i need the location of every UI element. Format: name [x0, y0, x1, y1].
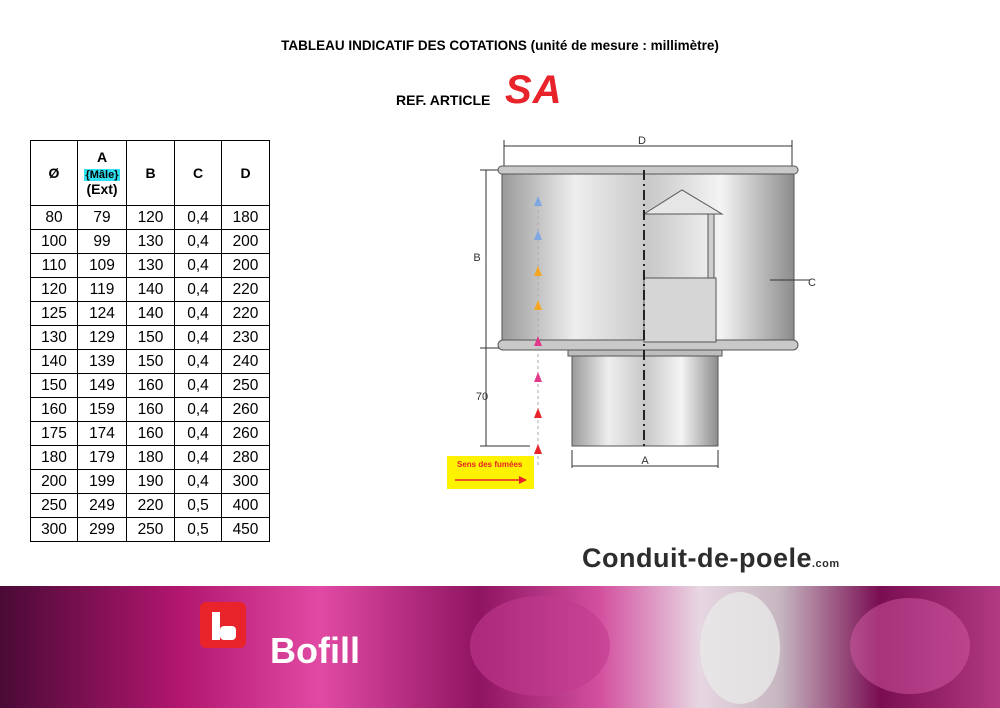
- cell-c: 0,4: [175, 422, 222, 446]
- cell-c: 0,5: [175, 494, 222, 518]
- table-row: [31, 374, 270, 398]
- table-row: [31, 494, 270, 518]
- cell-phi: 180: [31, 446, 78, 470]
- cell-a: 249: [78, 494, 127, 518]
- table-row: [31, 206, 270, 230]
- cell-a: 299: [78, 518, 127, 542]
- cell-a: 199: [78, 470, 127, 494]
- cell-a: 139: [78, 350, 127, 374]
- smoke-direction-text: Sens des fumées: [457, 460, 523, 469]
- cell-c: 0,5: [175, 518, 222, 542]
- ref-article-label: REF. ARTICLE: [396, 92, 491, 108]
- cell-a: 174: [78, 422, 127, 446]
- cell-d: 300: [222, 470, 270, 494]
- cell-b: 220: [127, 494, 175, 518]
- page-title: TABLEAU INDICATIF DES COTATIONS (unité de mesure : millimètre): [281, 38, 719, 53]
- cell-c: 0,4: [175, 278, 222, 302]
- cell-b: 160: [127, 422, 175, 446]
- cell-b: 160: [127, 374, 175, 398]
- cell-c: 0,4: [175, 350, 222, 374]
- dim-label-c: C: [808, 277, 816, 289]
- cell-a: 124: [78, 302, 127, 326]
- brand-banner: [0, 586, 1000, 708]
- cell-a: 129: [78, 326, 127, 350]
- dim-label-a: A: [641, 455, 649, 467]
- cell-a: 159: [78, 398, 127, 422]
- header-a-ext: (Ext): [86, 181, 118, 197]
- table-row: [31, 230, 270, 254]
- dimensions-table: [30, 140, 270, 542]
- cell-phi: 140: [31, 350, 78, 374]
- table-row: [31, 422, 270, 446]
- cell-d: 260: [222, 422, 270, 446]
- cell-c: 0,4: [175, 302, 222, 326]
- cell-phi: 80: [31, 206, 78, 230]
- table-body: [31, 206, 270, 542]
- table-row: [31, 398, 270, 422]
- cell-phi: 120: [31, 278, 78, 302]
- cell-d: 450: [222, 518, 270, 542]
- cell-b: 160: [127, 398, 175, 422]
- cell-phi: 110: [31, 254, 78, 278]
- cell-d: 220: [222, 302, 270, 326]
- cell-b: 150: [127, 350, 175, 374]
- cell-d: 230: [222, 326, 270, 350]
- cell-a: 119: [78, 278, 127, 302]
- cell-c: 0,4: [175, 470, 222, 494]
- cell-d: 250: [222, 374, 270, 398]
- cell-b: 130: [127, 254, 175, 278]
- table-header-row: [31, 141, 270, 206]
- cell-c: 0,4: [175, 398, 222, 422]
- header-d: D: [222, 141, 270, 206]
- smoke-direction-label: [447, 456, 534, 489]
- logo-suffix: .com: [811, 558, 840, 570]
- header-a-letter: A: [96, 149, 108, 165]
- cell-a: 179: [78, 446, 127, 470]
- cell-d: 180: [222, 206, 270, 230]
- table-row: [31, 350, 270, 374]
- cell-b: 140: [127, 302, 175, 326]
- cell-d: 280: [222, 446, 270, 470]
- cell-c: 0,4: [175, 230, 222, 254]
- dim-label-70: 70: [475, 391, 489, 403]
- cell-b: 250: [127, 518, 175, 542]
- table-row: [31, 470, 270, 494]
- cell-b: 120: [127, 206, 175, 230]
- cell-phi: 130: [31, 326, 78, 350]
- table-row: [31, 254, 270, 278]
- cell-phi: 300: [31, 518, 78, 542]
- header-phi: Ø: [31, 141, 78, 206]
- cell-c: 0,4: [175, 326, 222, 350]
- cell-b: 150: [127, 326, 175, 350]
- cell-phi: 160: [31, 398, 78, 422]
- cell-b: 190: [127, 470, 175, 494]
- header-c: C: [175, 141, 222, 206]
- bofill-logo-icon: [200, 602, 246, 648]
- dim-label-d: D: [638, 135, 646, 147]
- header-b: B: [127, 141, 175, 206]
- cell-b: 180: [127, 446, 175, 470]
- table-row: [31, 446, 270, 470]
- cell-d: 200: [222, 230, 270, 254]
- cell-d: 260: [222, 398, 270, 422]
- ref-article-code: SA: [505, 68, 563, 112]
- cell-a: 99: [78, 230, 127, 254]
- logo-text: Conduit-de-poele: [582, 543, 812, 573]
- cell-c: 0,4: [175, 206, 222, 230]
- chimney-cap-diagram: [430, 128, 830, 468]
- cell-phi: 250: [31, 494, 78, 518]
- header-a: [78, 141, 127, 206]
- table-row: [31, 302, 270, 326]
- cell-d: 240: [222, 350, 270, 374]
- table-row: [31, 518, 270, 542]
- header-a-male: {Mâle}: [85, 169, 119, 181]
- cell-phi: 125: [31, 302, 78, 326]
- cell-c: 0,4: [175, 254, 222, 278]
- cell-d: 200: [222, 254, 270, 278]
- cell-phi: 100: [31, 230, 78, 254]
- cell-phi: 150: [31, 374, 78, 398]
- cell-a: 109: [78, 254, 127, 278]
- dim-label-b: B: [473, 252, 481, 264]
- cell-b: 140: [127, 278, 175, 302]
- cell-d: 400: [222, 494, 270, 518]
- bofill-brand-name: Bofill: [270, 630, 360, 671]
- cell-phi: 175: [31, 422, 78, 446]
- cell-phi: 200: [31, 470, 78, 494]
- cell-a: 149: [78, 374, 127, 398]
- cell-c: 0,4: [175, 374, 222, 398]
- cell-b: 130: [127, 230, 175, 254]
- cell-a: 79: [78, 206, 127, 230]
- site-logo: [582, 543, 840, 574]
- table-row: [31, 326, 270, 350]
- cell-c: 0,4: [175, 446, 222, 470]
- table-row: [31, 278, 270, 302]
- cell-d: 220: [222, 278, 270, 302]
